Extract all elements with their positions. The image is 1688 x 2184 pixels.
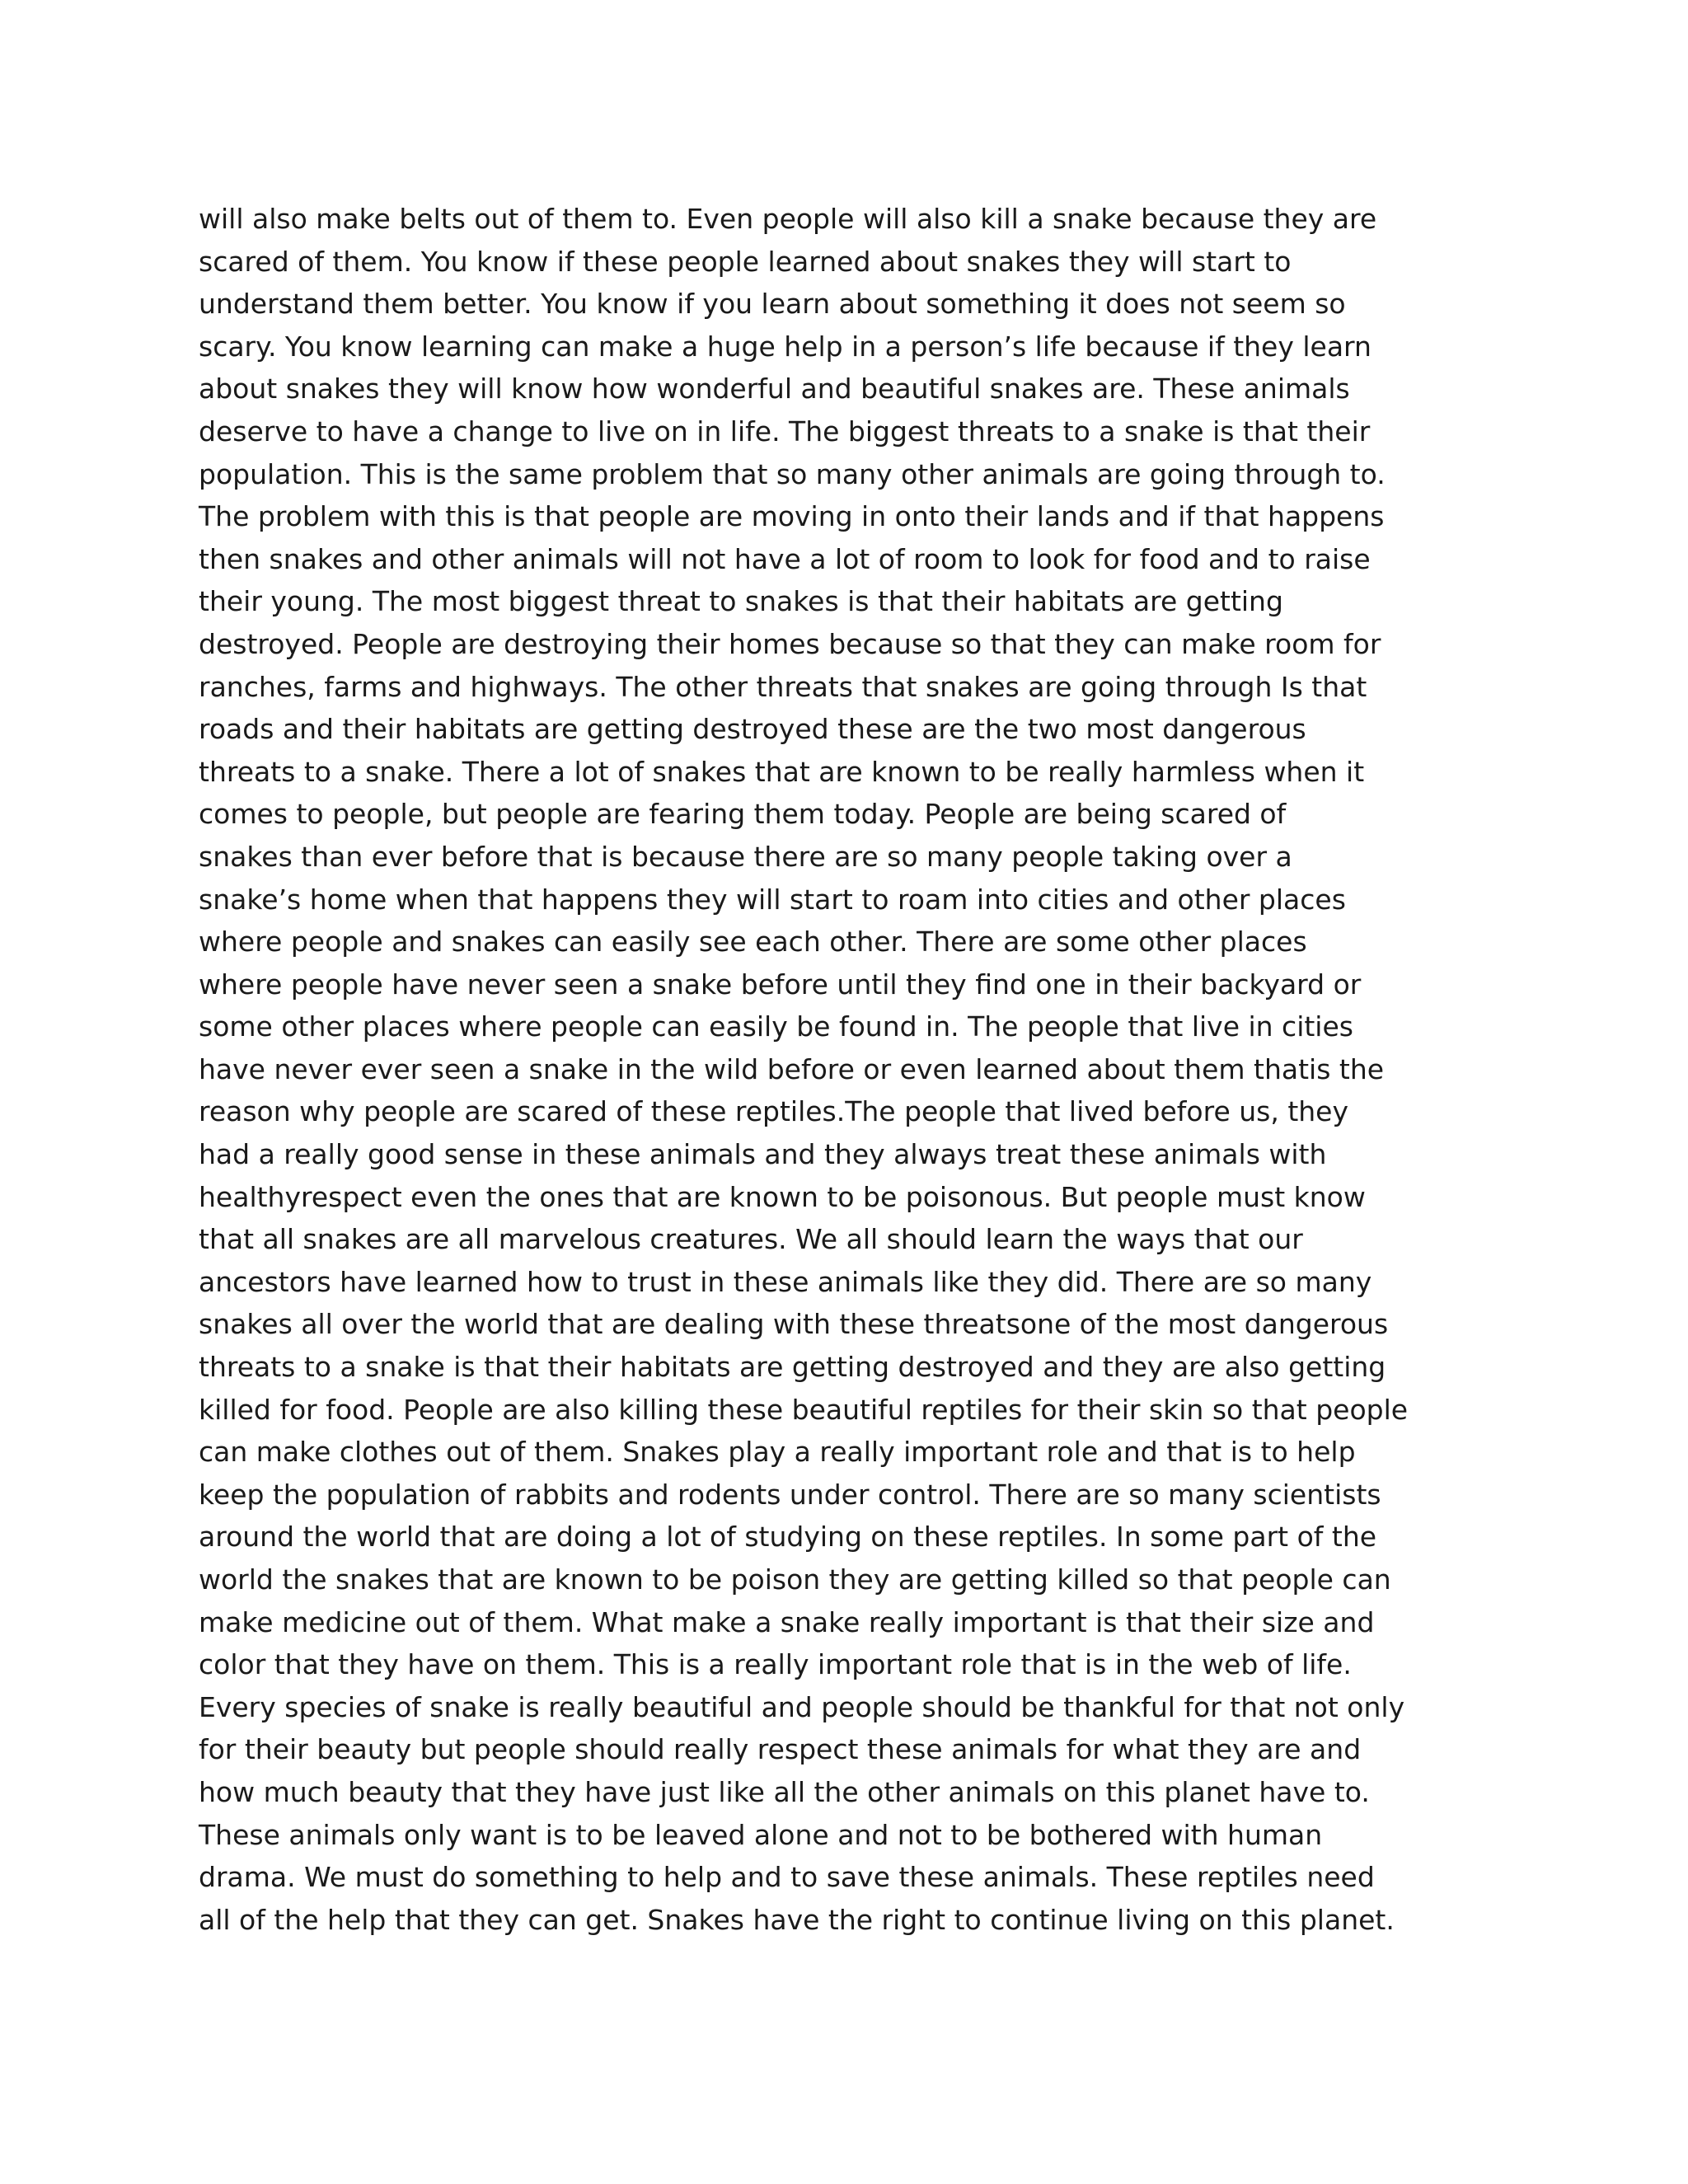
text-line: Every species of snake is really beautiful and people should be thankful for that not only <box>199 1690 1405 1723</box>
text-line: scary. You know learning can make a huge help in a person’s life because if they learn <box>199 330 1372 363</box>
text-line: then snakes and other animals will not have a lot of room to look for food and to raise <box>199 542 1371 575</box>
text-line: keep the population of rabbits and rodents under control. There are so many scientists <box>199 1478 1381 1511</box>
text-line: roads and their habitats are getting destroyed these are the two most dangerous <box>199 713 1306 746</box>
text-line: around the world that are doing a lot of studying on these reptiles. In some part of the <box>199 1521 1377 1554</box>
text-line: threats to a snake. There a lot of snakes that are known to be really harmless when it <box>199 755 1365 788</box>
text-line: had a really good sense in these animals and they always treat these animals with <box>199 1138 1327 1171</box>
text-line: color that they have on them. This is a really important role that is in the web of life. <box>199 1648 1352 1681</box>
text-line: that all snakes are all marvelous creatures. We all should learn the ways that our <box>199 1223 1303 1256</box>
text-line: The problem with this is that people are moving in onto their lands and if that happens <box>199 500 1385 533</box>
text-line: understand them better. You know if you learn about something it does not seem so <box>199 288 1346 321</box>
text-line: comes to people, but people are fearing them today. People are being scared of <box>199 798 1287 831</box>
text-line: snakes all over the world that are dealing with these threatsone of the most dangerous <box>199 1308 1389 1341</box>
text-line: their young. The most biggest threat to snakes is that their habitats are getting <box>199 585 1283 618</box>
text-line: healthyrespect even the ones that are known to be poisonous. But people must know <box>199 1180 1366 1213</box>
text-line: for their beauty but people should really respect these animals for what they are and <box>199 1733 1362 1766</box>
body-paragraph <box>199 198 1534 1941</box>
text-line: ranches, farms and highways. The other threats that snakes are going through Is that <box>199 670 1367 703</box>
text-line: where people have never seen a snake before until they find one in their backyard or <box>199 968 1362 1001</box>
text-line: can make clothes out of them. Snakes play a really important role and that is to help <box>199 1436 1356 1469</box>
text-line: where people and snakes can easily see each other. There are some other places <box>199 926 1307 958</box>
text-line: killed for food. People are also killing these beautiful reptiles for their skin so that people <box>199 1393 1409 1426</box>
text-line: deserve to have a change to live on in life. The biggest threats to a snake is that their <box>199 415 1371 448</box>
text-line: will also make belts out of them to. Even people will also kill a snake because they are <box>199 203 1377 235</box>
text-line: how much beauty that they have just like all the other animals on this planet have to. <box>199 1775 1370 1808</box>
text-line: some other places where people can easily be found in. The people that live in cities <box>199 1010 1353 1043</box>
text-line: world the snakes that are known to be poison they are getting killed so that people can <box>199 1563 1391 1596</box>
text-line: snakes than ever before that is because there are so many people taking over a <box>199 840 1292 873</box>
text-line: destroyed. People are destroying their homes because so that they can make room for <box>199 627 1381 660</box>
text-line: about snakes they will know how wonderful and beautiful snakes are. These animals <box>199 373 1350 405</box>
text-line: threats to a snake is that their habitats are getting destroyed and they are also getting <box>199 1351 1386 1384</box>
text-line: all of the help that they can get. Snakes have the right to continue living on this planet. <box>199 1903 1395 1936</box>
text-line: have never ever seen a snake in the wild before or even learned about them thatis the <box>199 1052 1385 1085</box>
text-line: population. This is the same problem that so many other animals are going through to. <box>199 457 1386 490</box>
text-line: snake’s home when that happens they will start to roam into cities and other places <box>199 883 1346 916</box>
text-line: make medicine out of them. What make a snake really important is that their size and <box>199 1605 1375 1638</box>
text-line: scared of them. You know if these people learned about snakes they will start to <box>199 245 1292 278</box>
text-line: These animals only want is to be leaved alone and not to be bothered with human <box>199 1818 1323 1851</box>
text-line: drama. We must do something to help and to save these animals. These reptiles need <box>199 1861 1375 1894</box>
text-line: reason why people are scared of these reptiles.The people that lived before us, they <box>199 1095 1349 1128</box>
text-line: ancestors have learned how to trust in these animals like they did. There are so many <box>199 1265 1372 1298</box>
